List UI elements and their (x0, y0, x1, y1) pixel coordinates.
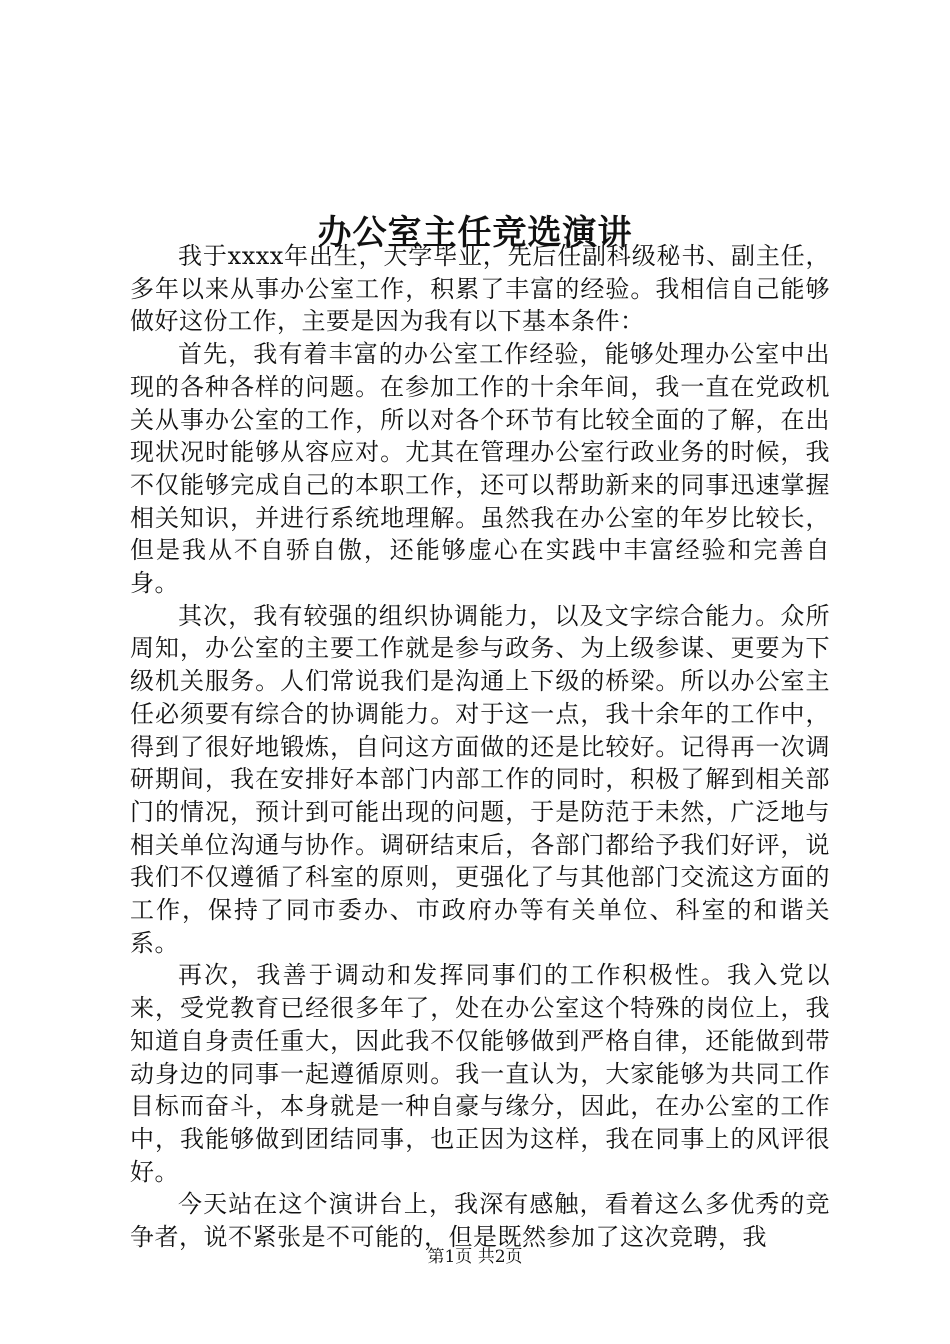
document-body (130, 240, 830, 1254)
paragraph-closing: 今天站在这个演讲台上，我深有感触，看着这么多优秀的竞争者，说不紧张是不可能的，但是既然参加了这次竞聘，我 (130, 1190, 830, 1252)
paragraph-third: 再次，我善于调动和发挥同事们的工作积极性。我入党以来，受党教育已经很多年了，处在办公室这个特殊的岗位上，我知道自身责任重大，因此我不仅能够做到严格自律，还能做到带动身边的同事一起遵循原则。我一直认为，大家能够为共同工作目标而奋斗，本身就是一种自豪与缘分，因此，在办公室的工作中，我能够做到团结同事，也正因为这样，我在同事上的风评很好。 (130, 961, 830, 1186)
paragraph-first: 首先，我有着丰富的办公室工作经验，能够处理办公室中出现的各种各样的问题。在参加工作的十余年间，我一直在党政机关从事办公室的工作，所以对各个环节有比较全面的了解，在出现状况时能够从容应对。尤其在管理办公室行政业务的时候，我不仅能够完成自己的本职工作，还可以帮助新来的同事迅速掌握相关知识，并进行系统地理解。虽然我在办公室的年岁比较长，但是我从不自骄自傲，还能够虚心在实践中丰富经验和完善自身。 (130, 340, 830, 598)
paragraph-intro: 我于xxxx年出生，大学毕业，先后任副科级秘书、副主任，多年以来从事办公室工作，积累了丰富的经验。我相信自己能够做好这份工作，主要是因为我有以下基本条件： (130, 242, 830, 336)
document-title: 办公室主任竞选演讲 (317, 212, 633, 253)
paragraph-second: 其次，我有较强的组织协调能力，以及文字综合能力。众所周知，办公室的主要工作就是参与政务、为上级参谋、更要为下级机关服务。人们常说我们是沟通上下级的桥梁。所以办公室主任必须要有综合的协调能力。对于这一点，我十余年的工作中，得到了很好地锻炼，自问这方面做的还是比较好。记得再一次调研期间，我在安排好本部门内部工作的同时，积极了解到相关部门的情况，预计到可能出现的问题，于是防范于未然，广泛地与相关单位沟通与协作。调研结束后，各部门都给予我们好评，说我们不仅遵循了科室的原则，更强化了与其他部门交流这方面的工作，保持了同市委办、市政府办等有关单位、科室的和谐关系。 (130, 601, 830, 957)
page-number-footer: 第1页 共2页 (427, 1247, 523, 1267)
